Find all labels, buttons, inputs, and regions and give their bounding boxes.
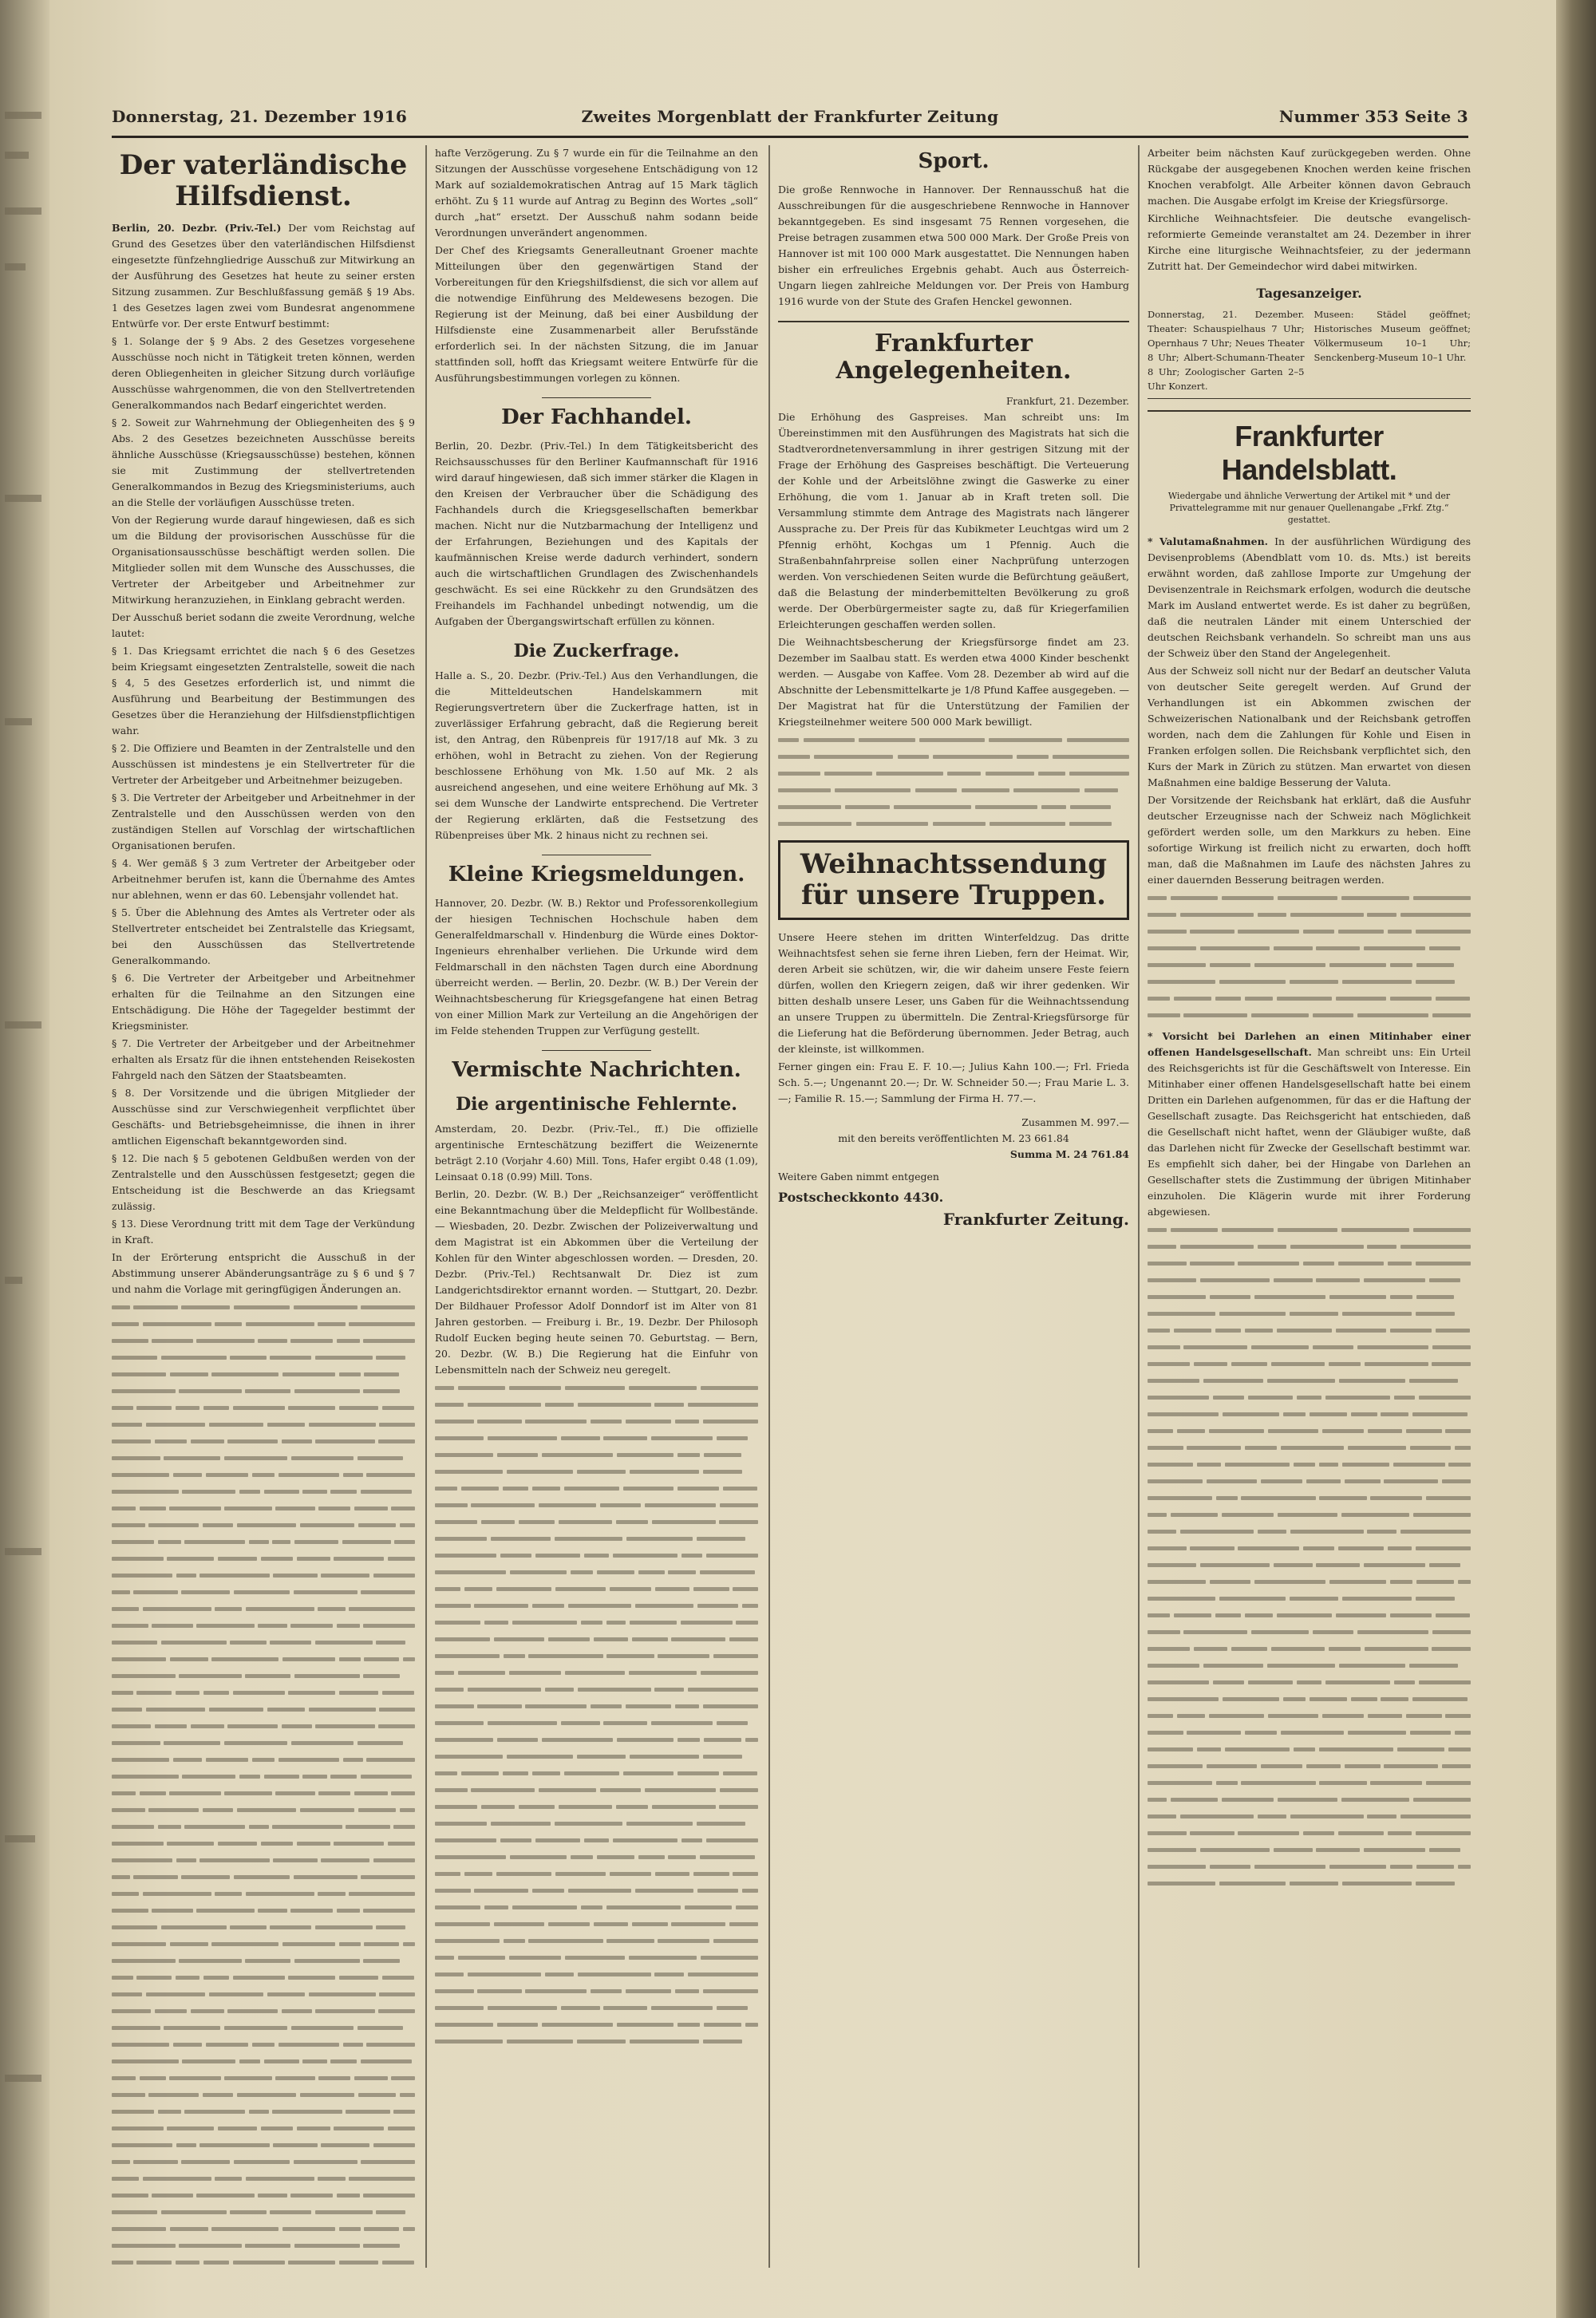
text-line-mark (1148, 1641, 1471, 1657)
paragraph: § 5. Über die Ablehnung des Amtes als Vertreter oder als Stellvertreter entscheidet bei Zentralstelle das Kriegsamt, bei den Ausschüssen das Stellvertretende Generalkommando. (112, 906, 415, 967)
paragraph: § 8. Der Vorsitzende und die übrigen Mitglieder der Ausschüsse sind zur Verschwiegenheit verpflichtet über Geschäfts- und Betriebsgeheimnisse, die ihnen in ihrer amtlichen Eigenschaft bekanntgeworden sind. (112, 1087, 415, 1147)
text-line-mark (112, 2103, 415, 2120)
section-subtitle-handelsblatt: Wiedergabe und ähnliche Verwertung der Artikel mit * und der Privattelegramme mit nur genauer Quellenangabe „Frkf. Ztg.“ gestattet. (1167, 491, 1451, 525)
text-line-mark (1148, 890, 1471, 906)
text-line-mark (1148, 973, 1471, 990)
text-line-mark (435, 1748, 758, 1765)
text-line-mark (112, 1785, 415, 1802)
paragraph: Die Weihnachtsbescherung der Kriegsfürsorge findet am 23. Dezember im Saalbau statt. Es werden etwa 4000 Kinder beschenkt werden. — Ausgabe von Kaffee. Vom 28. Dezember ab wird auf die Abschnitte der Lebensmittelkarte je 1/8 Pfund Kaffee ausgegeben. — Der Magistrat hat für die Unterstützung der Familien der Kriegsteilnehmer weitere 500 000 Mark bewilligt. (778, 635, 1129, 728)
text-line-mark (112, 1383, 415, 1400)
text-line-mark (112, 1584, 415, 1601)
text-line-mark (112, 1500, 415, 1517)
tagesanzeiger-title: Tagesanzeiger. (1256, 286, 1362, 301)
text-line-mark (435, 1380, 758, 1396)
text-line-mark (435, 1681, 758, 1698)
text-line-mark (1148, 1858, 1471, 1875)
text-line-mark (112, 2221, 415, 2237)
text-line-mark (112, 1886, 415, 1902)
tagesanzeiger (1148, 307, 1471, 399)
text-line-mark (1148, 1523, 1471, 1540)
paragraph: § 13. Diese Verordnung tritt mit dem Tage der Verkündung in Kraft. (112, 1218, 415, 1246)
text-line-mark (112, 1735, 415, 1751)
text-line-mark (1148, 1389, 1471, 1406)
text-line-mark (112, 1400, 415, 1416)
text-line-mark (1148, 1490, 1471, 1507)
paragraph: § 2. Die Offiziere und Beamten in der Zentralstelle und den Ausschüssen ist mindestens je ein Stellvertreter für die Vertreter der Arbeitgeber und Arbeitnehmer beizugeben. (112, 742, 415, 787)
text-line-mark (1148, 1607, 1471, 1624)
column-3 (778, 145, 1129, 2268)
text-line-mark (112, 1316, 415, 1333)
text-line-mark (435, 1564, 758, 1581)
text-line-mark (112, 1534, 415, 1550)
text-line-mark (1148, 1439, 1471, 1456)
paragraph: Von der Regierung wurde darauf hingewiesen, daß es sich um die Bildung der provisorischen Ausschüsse für die Organisationsausschüsse beschäftigt werden sollen. Die Mitglieder sollen mit dem Wunsche des Ausschusses, die Vertreter der Arbeitgeber und Arbeitnehmer zur Mitwirkung heranzuziehen, in Einklang gebracht werden. (112, 514, 415, 606)
text-line-mark (112, 1567, 415, 1584)
paragraph: In der ausführlichen Würdigung des Devisenproblems (Abendblatt vom 10. ds. Mts.) ist bereits erwähnt worden, daß zahllose Importe zur Umgehung der Devisenzentrale in Reichsmark erfolgen, wodurch die deutsche Mark im Ausland entwertet werde. Es ist daher zu begrüßen, daß die neutralen Länder mit einem Unterschied der deutschen Reichsbank verhandeln. So schreibt man uns aus der Schweiz über den Stand der Angelegenheit. (1148, 535, 1471, 659)
paragraph: § 2. Soweit zur Wahrnehmung der Obliegenheiten des § 9 Abs. 2 des Gesetzes bezeichneten Ausschüsse bereits ähnliche Ausschüsse (Kriegsausschüsse) bestehen, können sie mit Zustimmung der stellvertretenden Generalkommandos in Bezug des Kriegsministeriums, auch an die Stelle der vorläufigen Ausschüsse treten. (112, 417, 415, 509)
text-line-mark (1148, 1674, 1471, 1691)
header-page-number: Nummer 353 Seite 3 (1278, 107, 1468, 126)
text-line-mark (112, 1953, 415, 1969)
text-line-mark (1148, 1825, 1471, 1842)
text-line-mark (1148, 1222, 1471, 1238)
article-hilfsdienst (112, 220, 415, 1297)
article-weihnachtssendung (778, 930, 1129, 1107)
text-line-mark (1148, 1406, 1471, 1423)
text-line-mark (112, 1467, 415, 1483)
signature-frankfurter-zeitung: Frankfurter Zeitung. (942, 1210, 1129, 1230)
text-line-mark (112, 1483, 415, 1500)
paragraph: Hannover, 20. Dezbr. (W. B.) Rektor und Professorenkollegium der hiesigen Technischen Hochschule haben dem Generalfeldmarschall v. Hindenburg die Würde eines Doktor-Ingenieurs ehrenhalber verliehen. Die Urkunde wird dem Feldmarschall in den nächsten Tagen durch eine Abordnung überreicht werden. — Berlin, 20. Dezbr. (W. B.) Der Verein der Weihnachtsbescherung für Kriegsgefangene hat einen Betrag von einer Million Mark zur Verteilung an die Angehörigen der im Felde stehenden Truppen zur Verfügung gestellt. (435, 896, 758, 1037)
article-title-kriegsmeldungen: Kleine Kriegsmeldungen. (448, 862, 745, 887)
text-line-mark (435, 1430, 758, 1447)
text-line-mark (435, 1732, 758, 1748)
text-line-mark (1148, 1842, 1471, 1858)
text-line-mark (435, 2033, 758, 2050)
subtitle-fehlernte: Die argentinische Fehlernte. (456, 1093, 737, 1115)
text-line-mark (435, 1514, 758, 1530)
illegible-text-lines (1148, 1222, 1471, 1892)
column-rule (768, 145, 770, 2268)
text-line-mark (1148, 990, 1471, 1007)
text-line-mark (435, 1396, 758, 1413)
text-line-mark (1148, 1758, 1471, 1775)
tagesanzeiger-right: Museen: Städel geöffnet; Historisches Museum geöffnet; Völkermuseum 10–1 Uhr; Senckenberg-Museum 10–1 Uhr. (1314, 309, 1471, 363)
illegible-text-lines (778, 732, 1129, 832)
text-line-mark (435, 1715, 758, 1732)
book-binding-right (1556, 0, 1596, 2318)
text-line-mark (1148, 957, 1471, 973)
separator (542, 1050, 652, 1051)
paragraph: § 1. Das Kriegsamt errichtet die nach § 6 des Gesetzes beim Kriegsamt eingesetzten Zentralstelle, soweit die nach § 4, 5 des Gesetzes erforderlich ist, und nimmt die Ausführung und Bearbeitung der Bestimmungen des Gesetzes über die Heranziehung der Hilfsdienstpflichtigen wahr. (112, 645, 415, 737)
paragraph: Kirchliche Weihnachtsfeier. Die deutsche evangelisch-reformierte Gemeinde veranstaltet am 24. Dezember in ihrer Kirche eine liturgische Weihnachtsfeier, zu der jedermann Zutritt hat. Der Gemeindechor wird dabei mitwirken. (1148, 212, 1471, 272)
text-line-mark (112, 2204, 415, 2221)
tagesanzeiger-left: Donnerstag, 21. Dezember. Theater: Schauspielhaus 7 Uhr; Opernhaus 7 Uhr; Neues Theater 8 Uhr; Albert-Schumann-Theater 8 Uhr; Zoologischer Garten 2–5 Uhr Konzert. (1148, 309, 1305, 392)
text-line-mark (112, 1684, 415, 1701)
text-line-mark (1148, 1574, 1471, 1590)
text-line-mark (435, 1664, 758, 1681)
text-line-mark (112, 1450, 415, 1467)
text-line-mark (112, 1701, 415, 1718)
text-line-mark (778, 782, 1129, 799)
text-line-mark (112, 1517, 415, 1534)
text-line-mark (112, 1818, 415, 1835)
text-line-mark (1148, 1691, 1471, 1708)
text-line-mark (112, 2087, 415, 2103)
article-valutamassnahmen (1148, 534, 1471, 888)
article-fachhandel (435, 438, 758, 630)
text-line-mark (435, 1497, 758, 1514)
column-rule (425, 145, 427, 2268)
text-line-mark (435, 1882, 758, 1899)
text-line-mark (435, 1648, 758, 1664)
header-date: Donnerstag, 21. Dezember 1916 (112, 107, 408, 126)
text-line-mark (112, 1718, 415, 1735)
text-line-mark (435, 1949, 758, 1966)
paragraph: § 12. Die nach § 5 gebotenen Geldbußen werden von der Zentralstelle und den Ausschüssen festgesetzt; gegen die Entscheidung ist die Beschwerde an das Kriegsamt zulässig. (112, 1152, 415, 1213)
text-line-mark (435, 1799, 758, 1815)
subtitle-zuckerfrage: Die Zuckerfrage. (513, 640, 680, 661)
column-rule (1138, 145, 1140, 2268)
text-line-mark (435, 1899, 758, 1916)
text-line-mark (112, 1869, 415, 1886)
text-line-mark (1148, 940, 1471, 957)
text-line-mark (778, 799, 1129, 815)
paragraph: Der Vorsitzende der Reichsbank hat erklärt, daß die Ausfuhr deutscher Erzeugnisse nach der Schweiz nach Möglichkeit gefördert werden solle, um den Markkurs zu heben. Eine sofortige Wirkung ist freilich nicht zu erwarten, doch hofft man, daß die Maßnahmen im Laufe des nächsten Jahres zu einer dauernden Besserung beitragen werden. (1148, 794, 1471, 886)
text-line-mark (112, 2254, 415, 2268)
donation-previous: mit den bereits veröffentlichten M. 23 661.84 (838, 1132, 1069, 1145)
text-line-mark (435, 1530, 758, 1547)
text-line-mark (112, 2154, 415, 2170)
illegible-text-lines (435, 1380, 758, 2050)
article-title-hilfsdienst: Der vaterländische Hilfsdienst. (119, 149, 408, 213)
separator (1148, 410, 1471, 412)
text-line-mark (1148, 1657, 1471, 1674)
column-4 (1148, 145, 1471, 2268)
text-line-mark (1148, 1808, 1471, 1825)
illegible-text-lines (112, 1299, 415, 2268)
text-line-mark (112, 1366, 415, 1383)
text-line-mark (435, 1866, 758, 1882)
text-line-mark (435, 1698, 758, 1715)
text-line-mark (112, 1852, 415, 1869)
text-line-mark (112, 1634, 415, 1651)
article-title-valuta: * Valutamaßnahmen. (1148, 535, 1269, 547)
text-line-mark (778, 815, 1129, 832)
paragraph: Der vom Reichstag auf Grund des Gesetzes über den vaterländischen Hilfsdienst eingesetzte fünfzehngliedrige Ausschuß zur Mitwirkung an der Ausführung des Gesetzes hat heute zu seiner ersten Sitzung zusammen. Zur Beschlußfassung gemäß § 19 Abs. 1 des Gesetzes lagen zwei vom Bundesrat angenommene Entwürfe vor. Der erste Entwurf bestimmt: (112, 222, 415, 330)
article-continuation (435, 145, 758, 386)
text-line-mark (778, 765, 1129, 782)
text-line-mark (1148, 1624, 1471, 1641)
text-line-mark (112, 1333, 415, 1349)
article-kriegsmeldungen (435, 895, 758, 1039)
paragraph: Berlin, 20. Dezbr. (W. B.) Der „Reichsanzeiger“ veröffentlicht eine Bekanntmachung über die Meldepflicht für Wollbestände. — Wiesbaden, 20. Dezbr. Zwischen der Polizeiverwaltung und dem Magistrat ist ein Abkommen über die Verteilung der Kohlen für den Winter abgeschlossen worden. — Dresden, 20. Dezbr. (Priv.-Tel.) Rechtsanwalt Dr. Diez ist zum Landgerichtsdirektor ernannt worden. — Stuttgart, 20. Dezbr. Der Bildhauer Professor Adolf Donndorf ist im Alter von 81 Jahren gestorben. — Freiburg i. Br., 19. Dezbr. Der Philosoph Rudolf Eucken beging heute seinen 70. Geburtstag. — Bern, 20. Dezbr. (W. B.) Die Regierung hat die Einfuhr von Lebensmitteln nach der Schweiz neu geregelt. (435, 1187, 758, 1376)
text-line-mark (1148, 1708, 1471, 1724)
text-line-mark (435, 1547, 758, 1564)
text-line-mark (1148, 1775, 1471, 1791)
text-line-mark (112, 2137, 415, 2154)
text-line-mark (1148, 1272, 1471, 1289)
separator (778, 321, 1129, 322)
paragraph: Aus der Schweiz soll nicht nur der Bedarf an deutscher Valuta von deutscher Seite geregelt werden. Auf Grund der Verhandlungen ist ein Abkommen zwischen der Schweizerischen Nationalbank und der Reichsbank getroffen worden, nach dem die Zahlungen für Kohle und Eisen in Franken erfolgen sollen. Die Reichsbank verpflichtet sich, den Kurs der Mark in Zürich zu stützen. Man erwartet von diesen Maßnahmen eine baldige Besserung der Valuta. (1148, 665, 1471, 788)
text-line-mark (435, 1916, 758, 1933)
text-line-mark (112, 2020, 415, 2036)
text-line-mark (435, 1832, 758, 1849)
paragraph: Berlin, 20. Dezbr. (Priv.-Tel.) In dem Tätigkeitsbericht des Reichsausschusses für den Berliner Kaufmannschaft für 1916 wird darauf hingewiesen, daß sich immer stärker die Klagen in den Kreisen der Verbraucher über die Schädigung des Fachhandels durch die Kriegsgesellschaften bemerkbar machen. Nicht nur die Nutzbarmachung der Intelligenz und der Erfahrungen, Beziehungen und des Kapitals der kaufmännischen Kreise werde dadurch verhindert, sondern auch die wirtschaftlichen Grundlagen des Zwischenhandels geschwächt. Es sei eine Rückkehr zu den Grundsätzen des Freihandels im Fachhandel unbedingt notwendig, um die Aufgaben der Übergangswirtschaft erfüllen zu können. (435, 439, 758, 627)
paragraph: Unsere Heere stehen im dritten Winterfeldzug. Das dritte Weihnachtsfest sehen sie ferne ihren Lieben, fern der Heimat. Wir, deren Arbeit sie schützen, wir, die wir daheim unsere Feste feiern dürfen, wollen den Kriegern zeigen, daß wir ihrer gedenken. Wir bitten deshalb unsere Leser, uns Gaben für die Weihnachtssendung an unsere Truppen zu übermitteln. Die Zentral-Kriegsfürsorge für die Lieferung hat die Beförderung übernommen. Jeder Betrag, auch der kleinste, ist willkommen. (778, 931, 1129, 1056)
paragraph: In der Erörterung entspricht die Ausschuß in der Abstimmung unserer Abänderungsanträge zu § 6 und § 7 und nahm die Vorlage mit geringfügigen Änderungen an. (112, 1251, 415, 1296)
article-title-fachhandel: Der Fachhandel. (501, 405, 692, 429)
text-line-mark (112, 2170, 415, 2187)
paragraph: Der Ausschuß beriet sodann die zweite Verordnung, welche lautet: (112, 611, 415, 640)
text-line-mark (435, 1765, 758, 1782)
text-line-mark (112, 2053, 415, 2070)
text-line-mark (435, 1581, 758, 1597)
text-line-mark (112, 1668, 415, 1684)
text-line-mark (1148, 1305, 1471, 1322)
text-line-mark (1148, 1255, 1471, 1272)
text-line-mark (112, 1601, 415, 1617)
article-title-sport: Sport. (918, 149, 990, 173)
book-binding-left (0, 0, 49, 2318)
text-line-mark (778, 732, 1129, 748)
text-line-mark (435, 1631, 758, 1648)
text-line-mark (1148, 1322, 1471, 1339)
text-line-mark (112, 1936, 415, 1953)
article-title-vermischte: Vermischte Nachrichten. (452, 1057, 741, 1082)
donation-subtotal: Zusammen M. 997.— (1021, 1116, 1129, 1129)
text-line-mark (1148, 1473, 1471, 1490)
article-angelegenheiten (778, 409, 1129, 730)
article-sport (778, 182, 1129, 310)
text-line-mark (112, 1768, 415, 1785)
text-line-mark (112, 2003, 415, 2020)
dateline: Berlin, 20. Dezbr. (Priv.-Tel.) (112, 222, 282, 235)
text-line-mark (112, 1617, 415, 1634)
text-line-mark (112, 1969, 415, 1986)
text-line-mark (1148, 1372, 1471, 1389)
page-header (112, 102, 1468, 138)
text-line-mark (112, 1986, 415, 2003)
section-title-handelsblatt: Frankfurter Handelsblatt. (1221, 420, 1397, 486)
text-line-mark (435, 2000, 758, 2016)
text-line-mark (435, 1933, 758, 1949)
text-line-mark (112, 1902, 415, 1919)
text-line-mark (1148, 1724, 1471, 1741)
paragraph: § 3. Die Vertreter der Arbeitgeber und Arbeitnehmer in der Zentralstelle und den Ausschüssen werden von den zuständigen Stellen auf Vorschlag der wirtschaftlichen Organisationen berufen. (112, 792, 415, 852)
paragraph: hafte Verzögerung. Zu § 7 wurde ein für die Teilnahme an den Sitzungen der Ausschüsse vorgesehene Entschädigung von 12 Mark auf sozialdemokratischen Antrag auf 15 Mark täglich erhöht. Zu § 11 wurde auf Antrag zu Beginn des Wortes „soll“ durch „hat“ ersetzt. Der Ausschuß nahm sodann beide Verordnungen unverändert angenommen. (435, 147, 758, 239)
dateline: Frankfurt, 21. Dezember. (1005, 395, 1129, 407)
paragraph: § 1. Solange der § 9 Abs. 2 des Gesetzes vorgesehene Ausschüsse noch nicht in Tätigkeit treten können, werden deren Obliegenheiten in gleicher Sitzung durch vorläufige Ausschüsse wahrgenommen, die von den Stellvertretenden Generalkommandos nach Bedarf eingerichtet werden. (112, 335, 415, 412)
text-line-mark (112, 1835, 415, 1852)
text-line-mark (435, 1413, 758, 1430)
text-line-mark (435, 1849, 758, 1866)
text-line-mark (1148, 1590, 1471, 1607)
text-line-mark (112, 2070, 415, 2087)
text-line-mark (1148, 1007, 1471, 1024)
paragraph: Die Erhöhung des Gaspreises. Man schreibt uns: Im Übereinstimmen mit den Ausführungen des Magistrats hat sich die Stadtverordnetenversammlung in ihrer gestrigen Sitzung mit der Frage der Erhöhung des Gaspreises beschäftigt. Die Verteuerung der Kohle und der Arbeitslöhne zwingt die Gaswerke zu einer Erhöhung, die vom 1. Januar ab in Kraft treten soll. Die Versammlung stimmte dem Antrage des Magistrats nach längerer Aussprache zu. Der Preis für das Kubikmeter Leuchtgas wird um 2 Pfennig erhöht, Kochgas um 1 Pfennig. Auch die Straßenbahnfahrpreise sollen einer Nachprüfung unterzogen werden. Von verschiedenen Seiten wurde die Befürchtung geäußert, daß die Belastung der minderbemittelten Bevölkerung zu groß werde. Der Oberbürgermeister sagte zu, daß für Kriegerfamilien Erleichterungen geschaffen werden sollen. (778, 410, 1129, 630)
text-line-mark (112, 1550, 415, 1567)
text-line-mark (1148, 1238, 1471, 1255)
text-line-mark (435, 1966, 758, 1983)
text-line-mark (112, 1349, 415, 1366)
text-line-mark (1148, 1423, 1471, 1439)
text-line-mark (112, 1299, 415, 1316)
text-line-mark (435, 1597, 758, 1614)
paragraph: § 7. Die Vertreter der Arbeitgeber und der Arbeitnehmer erhalten als Ersatz für die ihnen entstehenden Reisekosten Fahrgeld nach den Sätzen der Staatsbeamten. (112, 1037, 415, 1082)
paragraph: § 6. Die Vertreter der Arbeitgeber und Arbeitnehmer erhalten für die Teilnahme an den Sitzungen eine Entschädigung. Die Höhe der Tagegelder bestimmt der Kriegsminister. (112, 972, 415, 1033)
text-line-mark (435, 1463, 758, 1480)
text-line-mark (112, 1416, 415, 1433)
text-line-mark (1148, 1875, 1471, 1892)
text-line-mark (435, 2016, 758, 2033)
text-line-mark (1148, 1791, 1471, 1808)
text-line-mark (1148, 1339, 1471, 1356)
paragraph: Man schreibt uns: Ein Urteil des Reichsgerichts ist für die Geschäftswelt von Interesse. Ein Mitinhaber einer offenen Handelsgesellschaft hatte bei einem Dritten ein Darlehen aufgenommen, für das er die Haftung der Gesellschaft zusagte. Das Reichsgericht hat entschieden, daß die Gesellschaft nicht haftet, wenn der Gläubiger wußte, daß das Darlehen nicht für Zwecke der Gesellschaft bestimmt war. Es empfiehlt sich daher, bei der Hingabe von Darlehen an Gesellschafter stets die Zustimmung der übrigen Mitinhaber einzuholen. Die Klägerin wurde mit ihrer Forderung abgewiesen. (1148, 1046, 1471, 1218)
paragraph: Amsterdam, 20. Dezbr. (Priv.-Tel., ff.) Die offizielle argentinische Ernteschätzung beziffert die Weizenernte beträgt 2.10 (Vorjahr 4.60) Mill. Tons, Hafer ergibt 0.48 (1.09), Leinsaat 0.18 (0.99) Mill. Tons. (435, 1122, 758, 1183)
text-line-mark (1148, 1741, 1471, 1758)
paragraph: Ferner gingen ein: Frau E. F. 10.—; Julius Kahn 100.—; Frl. Frieda Sch. 5.—; Ungenannt 20.—; Dr. W. Schneider 50.—; Frau Marie L. 3.—; Familie R. 15.—; Sammlung der Firma H. 77.—. (778, 1060, 1129, 1105)
text-line-mark (1148, 923, 1471, 940)
illegible-text-lines (1148, 890, 1471, 1024)
paragraph: Die große Rennwoche in Hannover. Der Rennausschuß hat die Ausschreibungen für die ausgeschriebene Rennwoche in Hannover bekanntgegeben. Es sind insgesamt 75 Rennen vorgesehen, die Preise betragen zusammen etwa 500 000 Mark. Der Große Preis von Hannover ist mit 100 000 Mark ausgestattet. Die Nennungen haben bisher ein erfreuliches Ergebnis gehabt. Auch aus Österreich-Ungarn liegen zahlreiche Meldungen vor. Der Preis von Hamburg 1916 wurde von der Stute des Grafen Henckel gewonnen. (778, 183, 1129, 307)
text-line-mark (1148, 1356, 1471, 1372)
text-line-mark (112, 2237, 415, 2254)
text-line-mark (1148, 1557, 1471, 1574)
article-top-continuation (1148, 145, 1471, 274)
donation-total: Summa M. 24 761.84 (1009, 1148, 1129, 1161)
postscheck-account: Postscheckkonto 4430. (778, 1190, 944, 1206)
text-line-mark (112, 2120, 415, 2137)
text-line-mark (435, 1782, 758, 1799)
boxed-headline-weihnachtssendung: Weihnachtssendung für unsere Truppen. (778, 840, 1129, 920)
text-line-mark (435, 1614, 758, 1631)
text-line-mark (435, 1815, 758, 1832)
article-title-angelegenheiten: Frankfurter Angelegenheiten. (836, 329, 1072, 385)
text-line-mark (112, 1751, 415, 1768)
text-line-mark (112, 2187, 415, 2204)
text-line-mark (1148, 1289, 1471, 1305)
paragraph: Halle a. S., 20. Dezbr. (Priv.-Tel.) Aus den Verhandlungen, die die Mitteldeutschen Handelskammern mit Regierungsvertretern über die Zuckerfrage hatten, ist in zuverlässiger Erfahrung gebracht, daß die Regierung bereit ist, den Antrag, den Rübenpreis für 1917/18 auf Mk. 3 zu erhöhen, wohl in Betracht zu ziehen. Von der Regierung beschlossene Erhöhung von Mk. 1.50 auf Mk. 2 als ausreichend angesehen, und eine weitere Erhöhung auf Mk. 3 sei dem Wunsche der Landwirte entsprechend. Die Vertreter der Regierung erklärten, daß die Festsetzung des Rübenpreises über Mk. 2 hinaus nicht zu rechnen sei. (435, 669, 758, 841)
text-line-mark (112, 1919, 415, 1936)
paragraph: § 4. Wer gemäß § 3 zum Vertreter der Arbeitgeber oder Arbeitnehmer berufen ist, kann die Übernahme des Amtes nur ablehnen, wenn er das 60. Lebensjahr vollendet hat. (112, 857, 415, 902)
article-vermischte (435, 1121, 758, 1378)
donation-note: Weitere Gaben nimmt entgegen (778, 1171, 939, 1183)
paragraph: Arbeiter beim nächsten Kauf zurückgegeben werden. Ohne Rückgabe der ausgegebenen Knochen werden keine frischen Knochen verabfolgt. Alle Arbeiter können davon Gebrauch machen. Die Ausgabe erfolgt im Kreise der Kriegsfürsorge. (1148, 147, 1471, 207)
article-darlehen (1148, 1029, 1471, 1220)
text-line-mark (112, 2036, 415, 2053)
text-line-mark (1148, 906, 1471, 923)
text-line-mark (1148, 1507, 1471, 1523)
text-line-mark (435, 1480, 758, 1497)
text-line-mark (112, 1651, 415, 1668)
text-line-mark (778, 748, 1129, 765)
column-2 (435, 145, 758, 2268)
separator (542, 397, 652, 398)
article-title-darlehen: * Vorsicht bei Darlehen an einen Mitinhaber einer offenen Handelsgesellschaft. (1148, 1030, 1471, 1058)
column-1 (112, 145, 415, 2268)
article-zuckerfrage (435, 668, 758, 843)
text-line-mark (1148, 1456, 1471, 1473)
text-line-mark (435, 1983, 758, 2000)
text-line-mark (112, 1433, 415, 1450)
text-line-mark (435, 1447, 758, 1463)
header-masthead: Zweites Morgenblatt der Frankfurter Zeitung (581, 107, 999, 126)
text-line-mark (112, 1802, 415, 1818)
text-line-mark (1148, 1540, 1471, 1557)
paragraph: Der Chef des Kriegsamts Generalleutnant Groener machte Mitteilungen über den gegenwärtigen Stand der Vorbereitungen für den Kriegshilfsdienst, die sich vor allem auf die notwendige Einführung des Meldewesens bezogen. Die Regierung ist der Meinung, daß bei einer Ausbildung der Hilfsdienste eine Zusammenarbeit aller Berufsstände erforderlich sei. In der nächsten Sitzung, die im Januar stattfinden soll, hofft das Kriegsamt weitere Entwürfe für die Ausführungsbestimmungen vorlegen zu können. (435, 244, 758, 384)
